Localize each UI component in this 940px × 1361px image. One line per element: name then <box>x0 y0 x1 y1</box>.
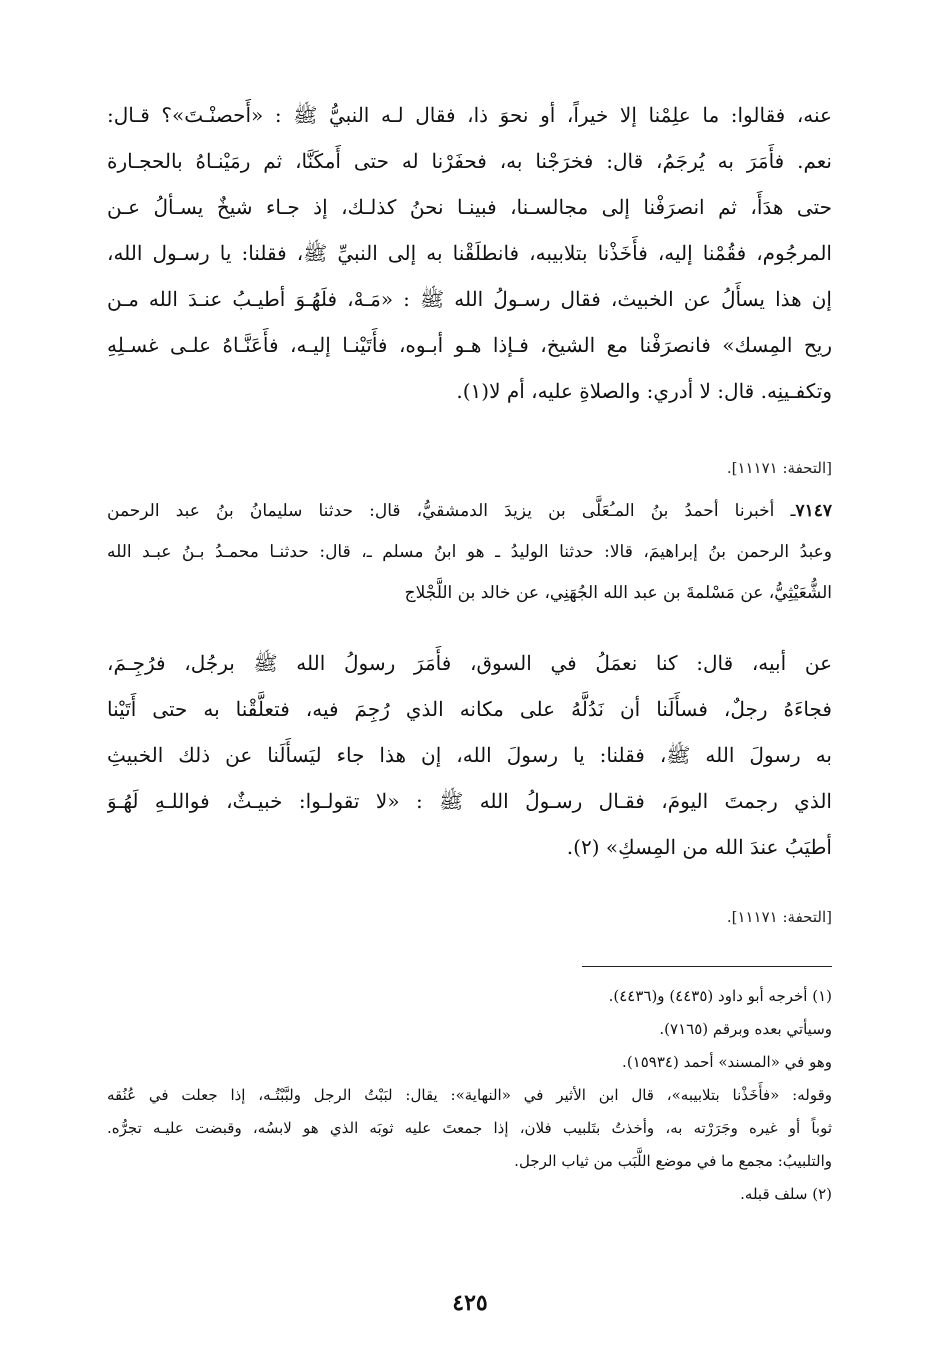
hadith-matn-block <box>107 640 832 870</box>
hadith-isnad-block <box>107 491 832 614</box>
main-text-line: نعم. فأَمَرَ به يُرجَمُ، قال: فخرَجْنا به، فحفَرْنا له حتى أَمكَنَّا، ثم رمَيْنـاهُ بالحجـارة <box>107 149 832 173</box>
hadith-isnad-line: وعبدُ الرحمن بنُ إبراهيمَ، قالا: حدثنا الوليدُ ـ هو ابنُ مسلم ـ، قال: حدثنـا محمـدُ بـنُ عبـد الله <box>107 542 832 562</box>
hadith-matn-line: به رسولَ الله ﷺ، فقلنا: يا رسولَ الله، إن هذا جاء ليَسأَلَنا عن ذلك الخبيثِ <box>107 743 832 767</box>
tuhfa-reference-1: [التحفة: ١١١٧١]. <box>726 459 832 477</box>
main-text-line: المرجُوم، فقُمْنا إليه، فأَخَذْنا بتلابيبه، فانطلَقْنا به إلى النبيِّ ﷺ، فقلنا: يا رسـول الله، <box>107 241 832 265</box>
hadith-matn-line: عن أبيه، قال: كنا نعمَلُ في السوق، فأَمَرَ رسولُ الله ﷺ برجُل، فرُجِـمَ، <box>107 651 832 675</box>
main-text-line: إن هذا يسأَلُ عن الخبيث، فقال رسـولُ الله ﷺ : «مَـهْ، فلَهُـوَ أطيـبُ عنـدَ الله مـن <box>107 287 832 311</box>
hadith-matn-line: أطيَبُ عندَ الله من المِسكِ» (٢). <box>566 835 832 859</box>
main-text-line: عنه، فقالوا: ما علِمْنا إلا خيراً، أو نحوَ ذا، فقال لـه النبيُّ ﷺ : «أَحصنْـتَ»؟ قـال: <box>107 103 832 127</box>
hadith-isnad-line: ٧١٤٧ـ أخبرنا أحمدُ بنُ المـُعَلَّى بن يزيدَ الدمشقيُّ، قال: حدثنا سليمانُ بنُ عبد الرحمن <box>107 501 832 521</box>
hadith-matn-line: الذي رجمتَ اليومَ، فقـال رسـولُ الله ﷺ : «لا تقولـوا: خبيـثٌ، فواللـهِ لَهُـوَ <box>107 789 832 813</box>
hadith-matn-line: فجاءَهُ رجلٌ، فسأَلَنا أن نَدُلَّهُ على مكانه الذي رُجِمَ فيه، فتعلَّقْنا به حتى أَتَيْنا <box>107 697 832 721</box>
main-text-block <box>107 92 832 414</box>
main-text-line: ريح المِسك» فانصرَفْنا مع الشيخ، فـإذا هـو أبـوه، فأَتَيْنـا إليـه، فأَعَنَّـاهُ علـى غسـلِهِ <box>107 333 832 357</box>
footnote-divider <box>582 966 832 967</box>
page-number: ٤٢٥ <box>452 1290 488 1316</box>
main-text-line: حتى هدَأَ، ثم انصرَفْنا إلى مجالسـنا، فبينـا نحنُ كذلـك، إذ جـاء شيخٌ يسـألُ عـن <box>107 195 832 219</box>
tuhfa-reference-2: [التحفة: ١١١٧١]. <box>726 908 832 926</box>
footnote-line: والتلبيبُ: مجمع ما في موضع اللَّبَب من ثياب الرجل. <box>514 1152 832 1170</box>
footnote-line: ثوباً أو غيره وجَرَرْته به، وأخذتُ بتَلبيب فلان، إذا جمعتَ عليه ثوبَه الذي هو لابسُه، وقبضت عليـه تجرُّه. <box>107 1119 832 1137</box>
footnote-line: وسيأتي بعده وبرقم (٧١٦٥). <box>659 1020 832 1038</box>
hadith-number: ٧١٤٧ <box>795 501 832 521</box>
footnote-line: وقوله: «فأَخَذْنا بتلابيبه»، قال ابن الأثير في «النهاية»: يقال: لبَبْتُ الرجل ولبَّبْتُـه، إذا جعلت في عُنُقه <box>107 1086 832 1104</box>
hadith-isnad-line: الشُّعَيْثِيُّ، عن مَسْلمةَ بن عبد الله الجُهَنِي، عن خالد بن اللَّجْلاج <box>404 583 832 603</box>
footnotes-block <box>107 980 832 1211</box>
main-text-line: وتكفـينِه. قال: لا أدري: والصلاةِ عليه، أم لا(١). <box>456 379 832 403</box>
footnote-line: (٢) سلف قبله. <box>740 1185 832 1203</box>
footnote-line: وهو في «المسند» أحمد (١٥٩٣٤). <box>622 1053 832 1071</box>
footnote-line: (١) أخرجه أبو داود (٤٤٣٥) و(٤٤٣٦). <box>608 987 832 1005</box>
